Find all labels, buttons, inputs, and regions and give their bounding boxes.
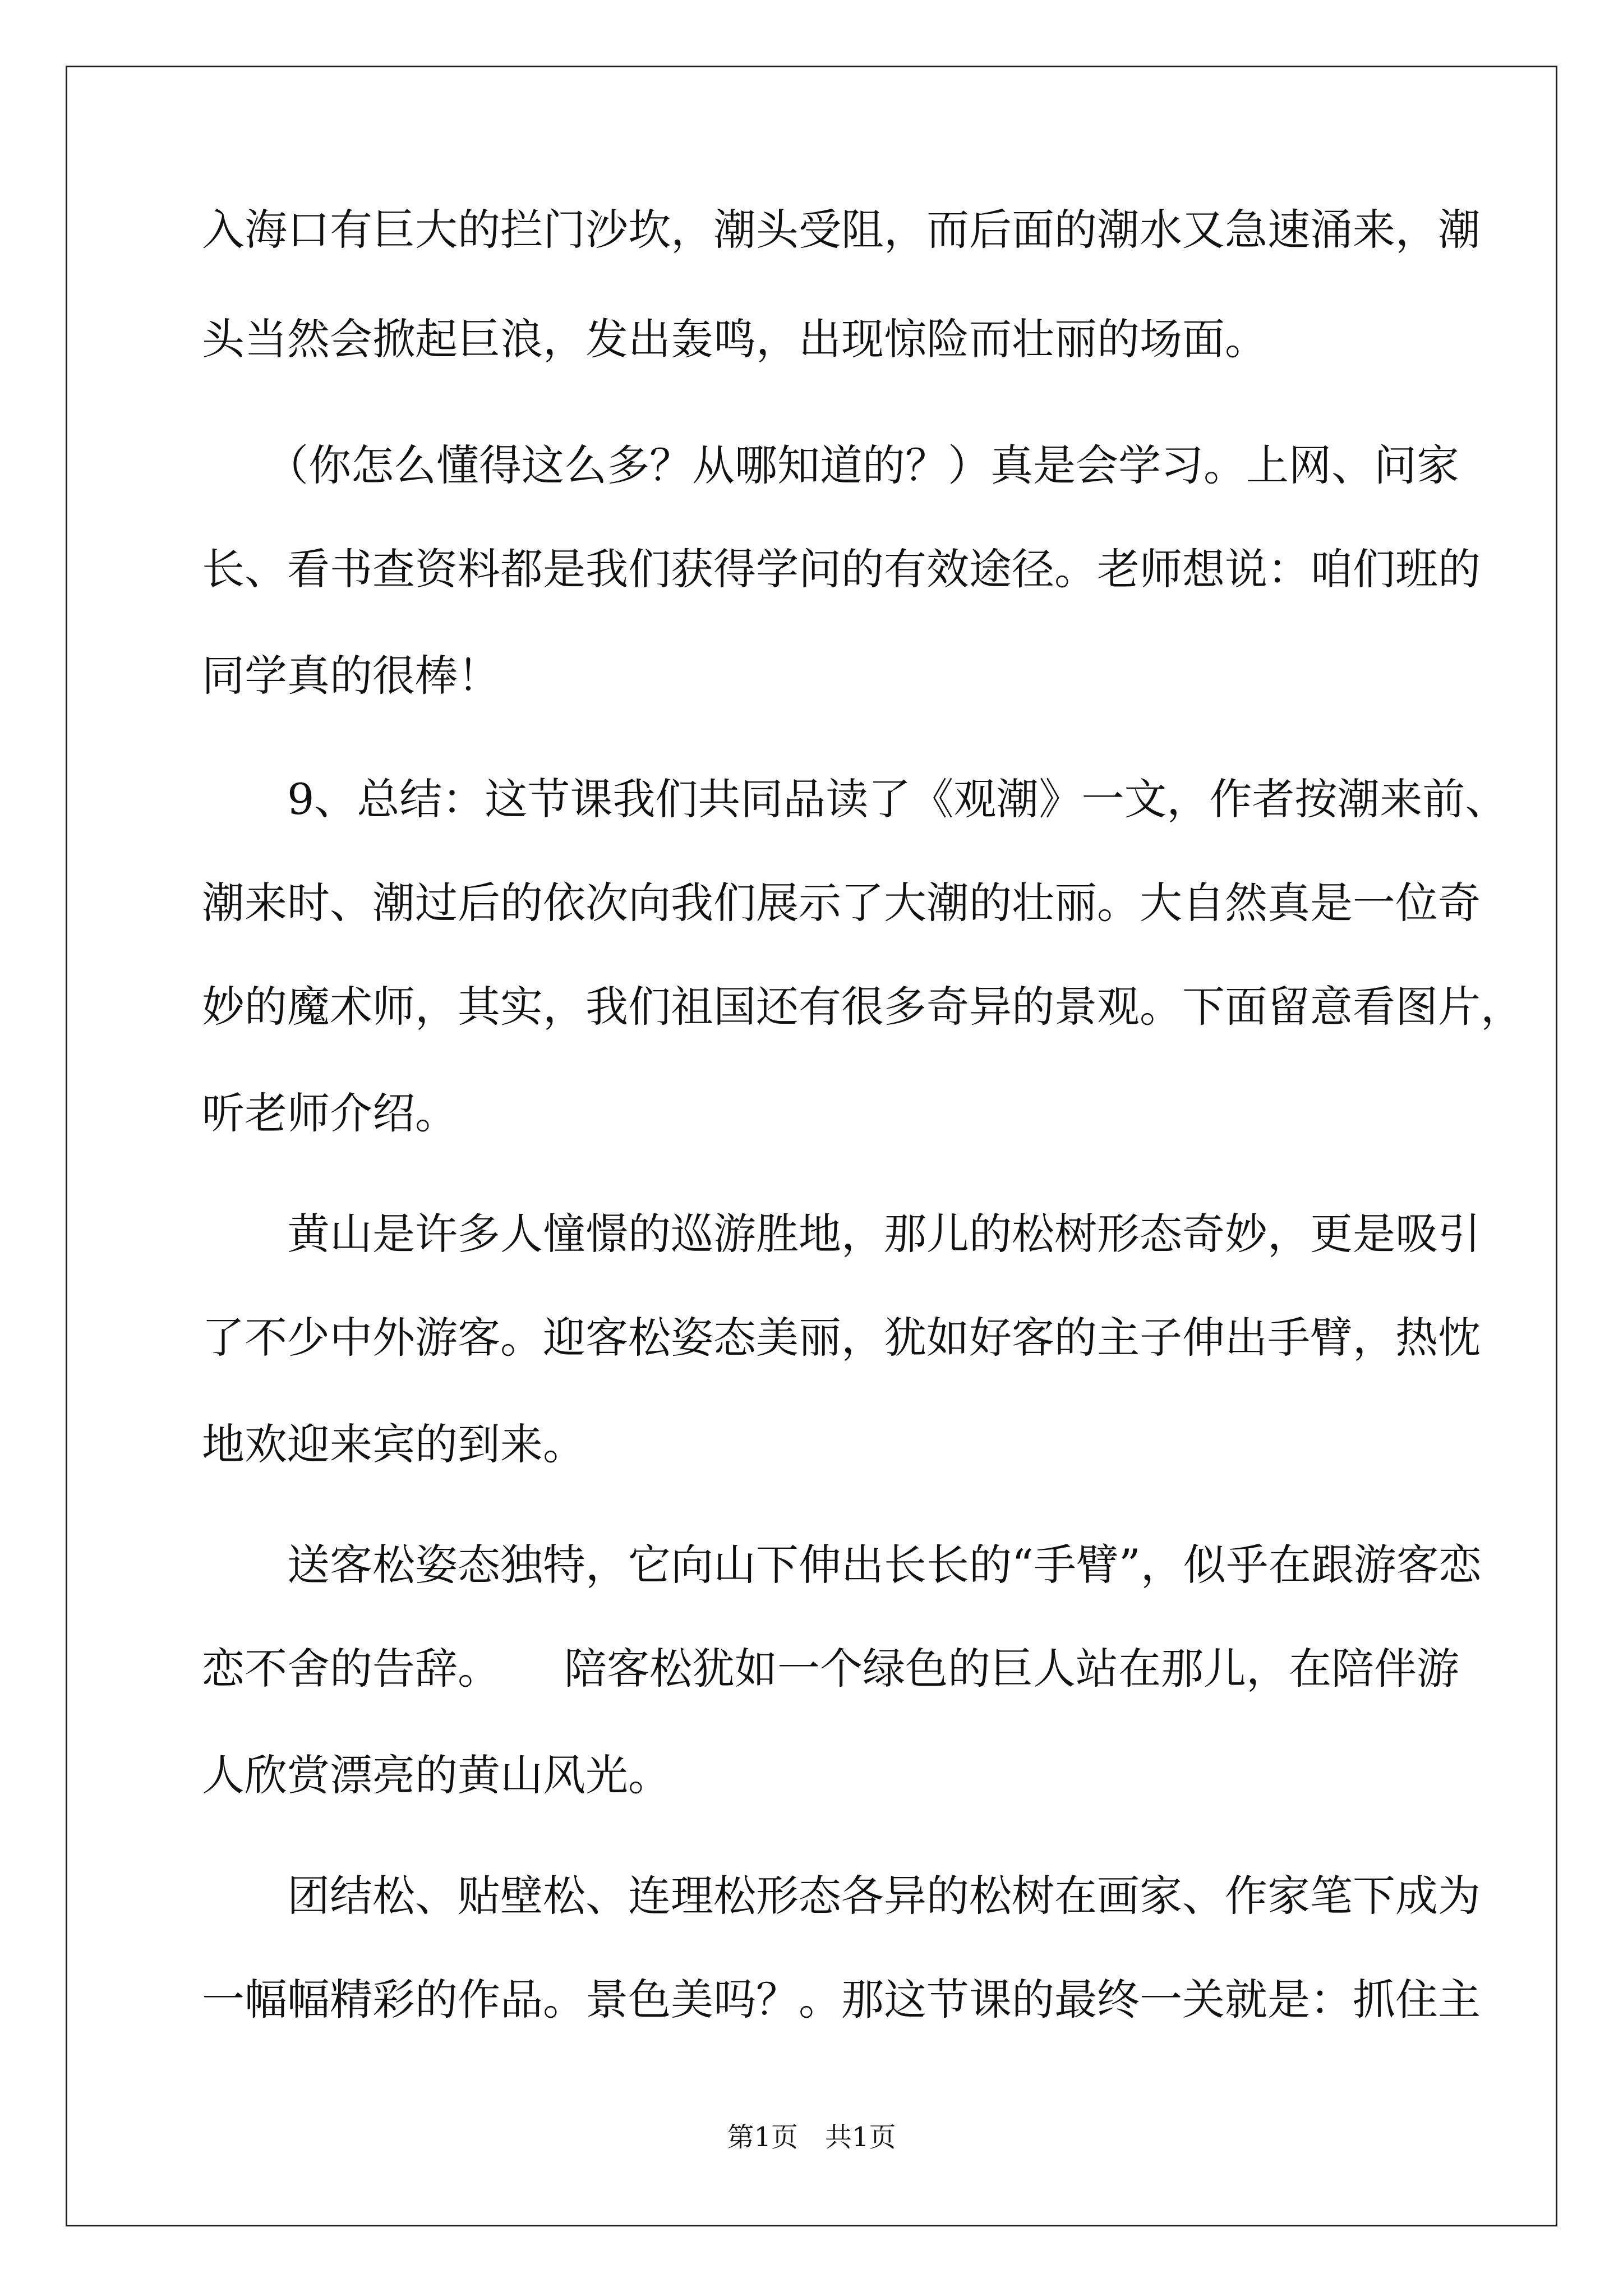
body-text-line: 人欣赏漂亮的黄山风光。 <box>202 1750 671 1800</box>
body-text-line: （你怎么懂得这么多？从哪知道的？）真是会学习。上网、问家 <box>202 440 1459 490</box>
body-text-line: 9、总结：这节课我们共同品读了《观潮》一文，作者按潮来前、 <box>202 774 1508 824</box>
body-text-line: 入海口有巨大的拦门沙坎，潮头受阻，而后面的潮水又急速涌来，潮 <box>202 205 1481 255</box>
body-text-line: 送客松姿态独特，它向山下伸出长长的“手臂”，似乎在跟游客恋 <box>202 1540 1482 1590</box>
page-footer: 第1页 共1页 <box>727 2122 896 2153</box>
body-text-line: 地欢迎来宾的到来。 <box>202 1419 585 1469</box>
body-text-line: 一幅幅精彩的作品。景色美吗？。那这节课的最终一关就是：抓住主 <box>202 1975 1481 2024</box>
body-text-line: 听老师介绍。 <box>202 1088 458 1138</box>
body-text-line: 黄山是许多人憧憬的巡游胜地，那儿的松树形态奇妙，更是吸引 <box>202 1209 1481 1259</box>
body-text-line: 妙的魔术师，其实，我们祖国还有很多奇异的景观。下面留意看图片， <box>202 982 1523 1032</box>
body-text-line: 潮来时、潮过后的依次向我们展示了大潮的壮丽。大自然真是一位奇 <box>202 878 1481 928</box>
body-text-line: 头当然会掀起巨浪，发出轰鸣，出现惊险而壮丽的场面。 <box>202 314 1267 364</box>
body-text-line: 恋不舍的告辞。 陪客松犹如一个绿色的巨人站在那儿，在陪伴游 <box>202 1644 1459 1694</box>
body-text-line: 了不少中外游客。迎客松姿态美丽，犹如好客的主子伸出手臂，热忱 <box>202 1313 1481 1363</box>
body-text-line: 团结松、贴壁松、连理松形态各异的松树在画家、作家笔下成为 <box>202 1871 1481 1921</box>
body-text-line: 长、看书查资料都是我们获得学问的有效途径。老师想说：咱们班的 <box>202 544 1481 594</box>
body-text-line: 同学真的很棒！ <box>202 651 500 701</box>
